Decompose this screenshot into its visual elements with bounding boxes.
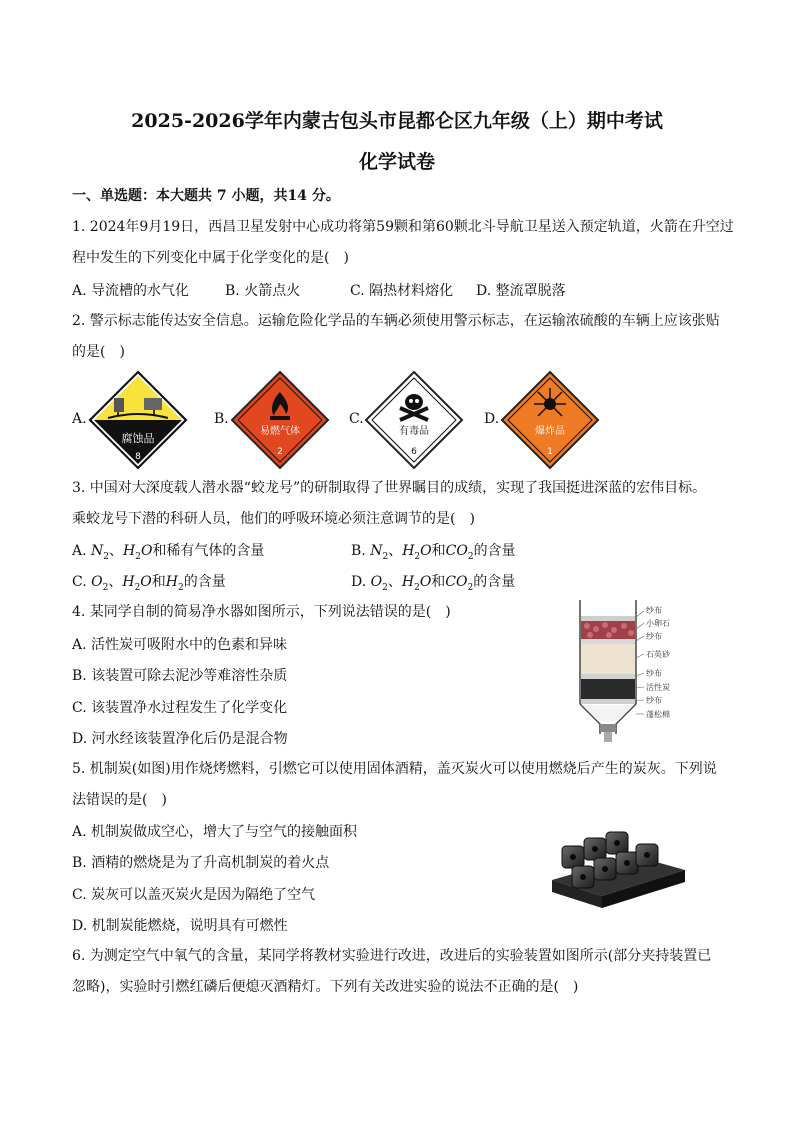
toxic-sign-number: 6 [411,447,417,457]
q2-stem-line1: 2. 警示标志能传达安全信息。运输危险化学品的车辆必须使用警示标志，在运输浓硫酸的车辆上应该张贴 [72,313,720,329]
purifier-label-quartz-sand: 石英砂 [646,650,670,659]
flammable-sign-number: 2 [277,447,283,457]
q3-option-c-text: 的含量 [183,574,226,590]
q3-stem-line1: 3. 中国对大深度载人潜水器“蛟龙号”的研制取得了世界瞩目的成绩，实现了我国挺进深蓝的宏伟目标。 [72,480,707,496]
q3-option-a-text: 和稀有气体的含量 [152,543,265,559]
q5-option-d: D. 机制炭能燃烧，说明具有可燃性 [72,918,288,934]
q5-option-a: A. 机制炭做成空心，增大了与空气的接触面积 [72,824,358,840]
q1-stem-line2: 程中发生的下列变化中属于化学变化的是( ) [72,250,349,266]
q4-option-a: A. 活性炭可吸附水中的色素和异味 [72,637,288,653]
q1-option-b: B. 火箭点火 [225,283,301,299]
corrosive-sign [88,370,188,470]
explosive-sign [500,370,600,470]
purifier-label-gauze-3: 纱布 [646,669,662,678]
q6-stem-line1: 6. 为测定空气中氧气的含量，某同学将教材实验进行改进，改进后的实验装置如图所示(部分夹持装置已 [72,948,712,964]
q3-option-a: A. $N_2$、$H_2O$和稀有气体的含量 [72,543,265,562]
flammable-gas-sign [230,370,330,470]
explosive-sign-number: 1 [547,447,553,457]
purifier-label-gauze-2: 纱布 [646,632,662,641]
q2-stem-line2: 的是( ) [72,344,125,360]
q3-option-b-text: 的含量 [473,543,516,559]
q3-option-b: B. $N_2$、$H_2O$和$CO_2$的含量 [351,543,516,562]
q6-stem-line2: 忽略)，实验时引燃红磷后便熄灭酒精灯。下列有关改进实验的说法不正确的是( ) [72,979,579,995]
q5-stem-line2: 法错误的是( ) [72,792,167,808]
q1-option-a: A. 导流槽的水气化 [72,283,190,299]
charcoal-briquettes-figure [540,818,690,914]
q1-option-d: D. 整流罩脱落 [476,283,566,299]
q4-option-b: B. 该装置可除去泥沙等难溶性杂质 [72,668,288,684]
q3-option-d-text: 的含量 [473,574,516,590]
explosive-sign-label: 爆炸品 [535,426,565,437]
q1-stem-line1: 1. 2024年9月19日，西昌卫星发射中心成功将第59颗和第60颗北斗导航卫星送入预定轨道，火箭在升空过 [72,219,734,235]
exam-title: 2025-2026学年内蒙古包头市昆都仑区九年级（上）期中考试 [131,110,663,132]
q3-option-d: D. $O_2$、$H_2O$和$CO_2$的含量 [351,574,516,593]
toxic-sign-label: 有毒品 [399,426,429,437]
toxic-sign [364,370,464,470]
q2-option-a-letter: A. [72,411,87,427]
q5-stem-line1: 5. 机制炭(如图)用作烧烤燃料，引燃它可以使用固体酒精，盖灭炭火可以使用燃烧后产生的炭灰。下列说 [72,761,717,777]
q3-stem-line2: 乘蛟龙号下潜的科研人员，他们的呼吸环境必须注意调节的是( ) [72,511,475,527]
water-purifier-figure [574,596,694,750]
purifier-label-gauze-1: 纱布 [646,606,662,615]
q2-option-b-letter: B. [214,411,229,427]
flammable-sign-label: 易燃气体 [260,426,300,437]
purifier-label-gauze-4: 纱布 [646,696,662,705]
corrosive-sign-label: 腐蚀品 [121,432,155,445]
exam-subtitle: 化学试卷 [358,151,435,173]
q2-option-c-letter: C. [349,411,364,427]
purifier-label-activated-carbon: 活性炭 [646,683,670,692]
q4-option-c: C. 该装置净水过程发生了化学变化 [72,700,288,716]
section-heading: 一、单选题：本大题共 7 小题，共14 分。 [72,188,340,204]
q4-stem: 4. 某同学自制的简易净水器如图所示，下列说法错误的是( ) [72,604,451,620]
corrosive-sign-number: 8 [135,452,141,462]
q5-option-b: B. 酒精的燃烧是为了升高机制炭的着火点 [72,855,330,871]
q2-option-d-letter: D. [484,411,500,427]
purifier-label-pebbles: 小卵石 [646,619,670,628]
purifier-label-cotton: 蓬松棉 [646,710,670,719]
q3-option-c: C. $O_2$、$H_2O$和$H_2$的含量 [72,574,226,593]
q5-option-c: C. 炭灰可以盖灭炭火是因为隔绝了空气 [72,887,316,903]
q1-option-c: C. 隔热材料熔化 [350,283,454,299]
q4-option-d: D. 河水经该装置净化后仍是混合物 [72,731,288,747]
